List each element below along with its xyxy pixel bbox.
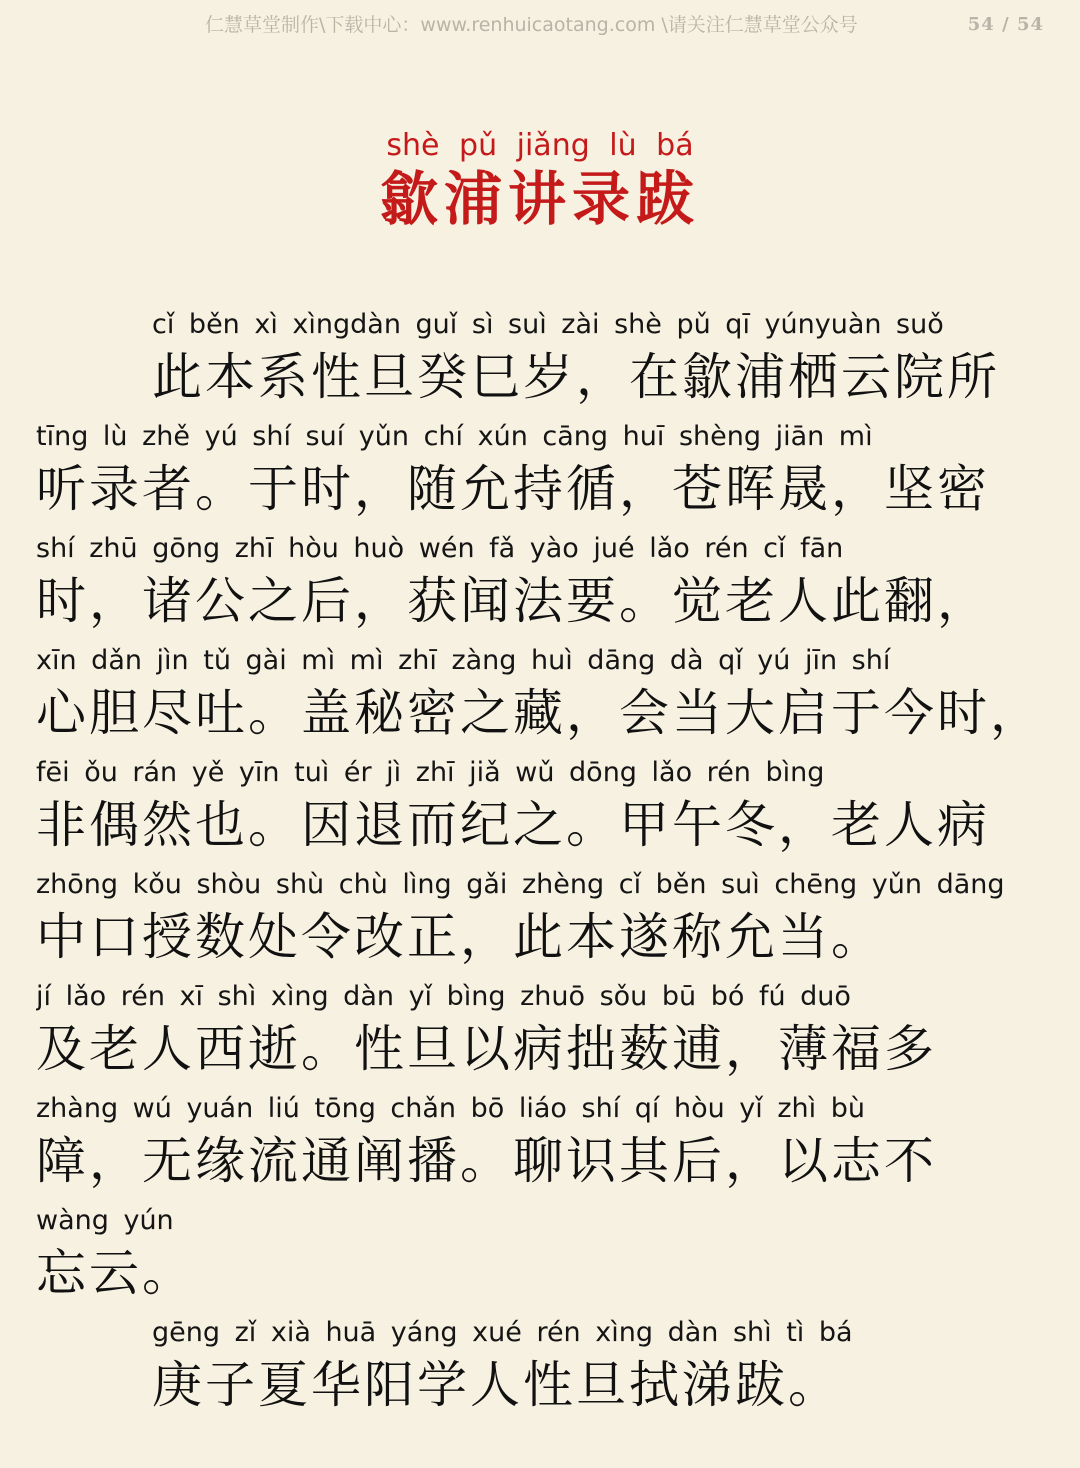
text-line [36, 418, 1046, 530]
hanzi-line: 此本系性旦癸巳岁，在歙浦栖云院所 [152, 348, 1000, 406]
pinyin-line: shí zhū gōng zhī hòu huò wén fǎ yào jué lǎo rén cǐ fān [36, 533, 844, 564]
text-line [36, 866, 1046, 978]
hanzi-line: 非偶然也。因退而纪之。甲午冬，老人病 [36, 796, 990, 854]
pinyin-line: tīng lù zhě yú shí suí yǔn chí xún cāng huī shèng jiān mì [36, 421, 873, 452]
closing-line [36, 1314, 1046, 1426]
closing-pinyin: gēng zǐ xià huā yáng xué rén xìng dàn shì tì bá [152, 1317, 853, 1348]
hanzi-line: 中口授数处令改正，此本遂称允当。 [36, 908, 884, 966]
pinyin-line: zhàng wú yuán liú tōng chǎn bō liáo shí qí hòu yǐ zhì bù [36, 1093, 865, 1124]
page-number: 54 / 54 [967, 14, 1044, 35]
header-source-text: 仁慧草堂制作\下载中心：www.renhuicaotang.com \请关注仁慧草堂公众号 [205, 14, 858, 36]
hanzi-line: 忘云。 [36, 1244, 195, 1302]
page-title: 歙浦讲录跋 [379, 165, 700, 233]
text-line [36, 306, 1046, 418]
title-pinyin: shè pǔ jiǎng lù bá [386, 128, 694, 163]
text-line [36, 530, 1046, 642]
text-body [36, 306, 1046, 1426]
pinyin-line: xīn dǎn jìn tǔ gài mì mì zhī zàng huì dāng dà qǐ yú jīn shí [36, 645, 891, 676]
pinyin-line: fēi ǒu rán yě yīn tuì ér jì zhī jiǎ wǔ dōng lǎo rén bìng [36, 757, 825, 788]
pinyin-line: jí lǎo rén xī shì xìng dàn yǐ bìng zhuō sǒu bū bó fú duō [36, 981, 851, 1012]
text-line [36, 978, 1046, 1090]
closing-signature: 庚子夏华阳学人性旦拭涕跋。 [152, 1356, 841, 1414]
hanzi-line: 时，诸公之后，获闻法要。觉老人此翻， [36, 572, 990, 630]
hanzi-line: 心胆尽吐。盖秘密之藏，会当大启于今时， [36, 684, 1043, 742]
pinyin-line: wàng yún [36, 1205, 174, 1236]
pinyin-line: zhōng kǒu shòu shù chù lìng gǎi zhèng cǐ běn suì chēng yǔn dāng [36, 869, 1005, 900]
title-block [0, 128, 1080, 234]
text-line [36, 1202, 1046, 1314]
text-line [36, 642, 1046, 754]
hanzi-line: 听录者。于时，随允持循，苍晖晟，坚密 [36, 460, 990, 518]
hanzi-line: 障，无缘流通阐播。聊识其后，以志不 [36, 1132, 937, 1190]
text-line [36, 754, 1046, 866]
page-header [0, 10, 1080, 40]
pinyin-line: cǐ běn xì xìngdàn guǐ sì suì zài shè pǔ qī yúnyuàn suǒ [152, 309, 944, 340]
hanzi-line: 及老人西逝。性旦以病拙薮逋，薄福多 [36, 1020, 937, 1078]
text-line [36, 1090, 1046, 1202]
